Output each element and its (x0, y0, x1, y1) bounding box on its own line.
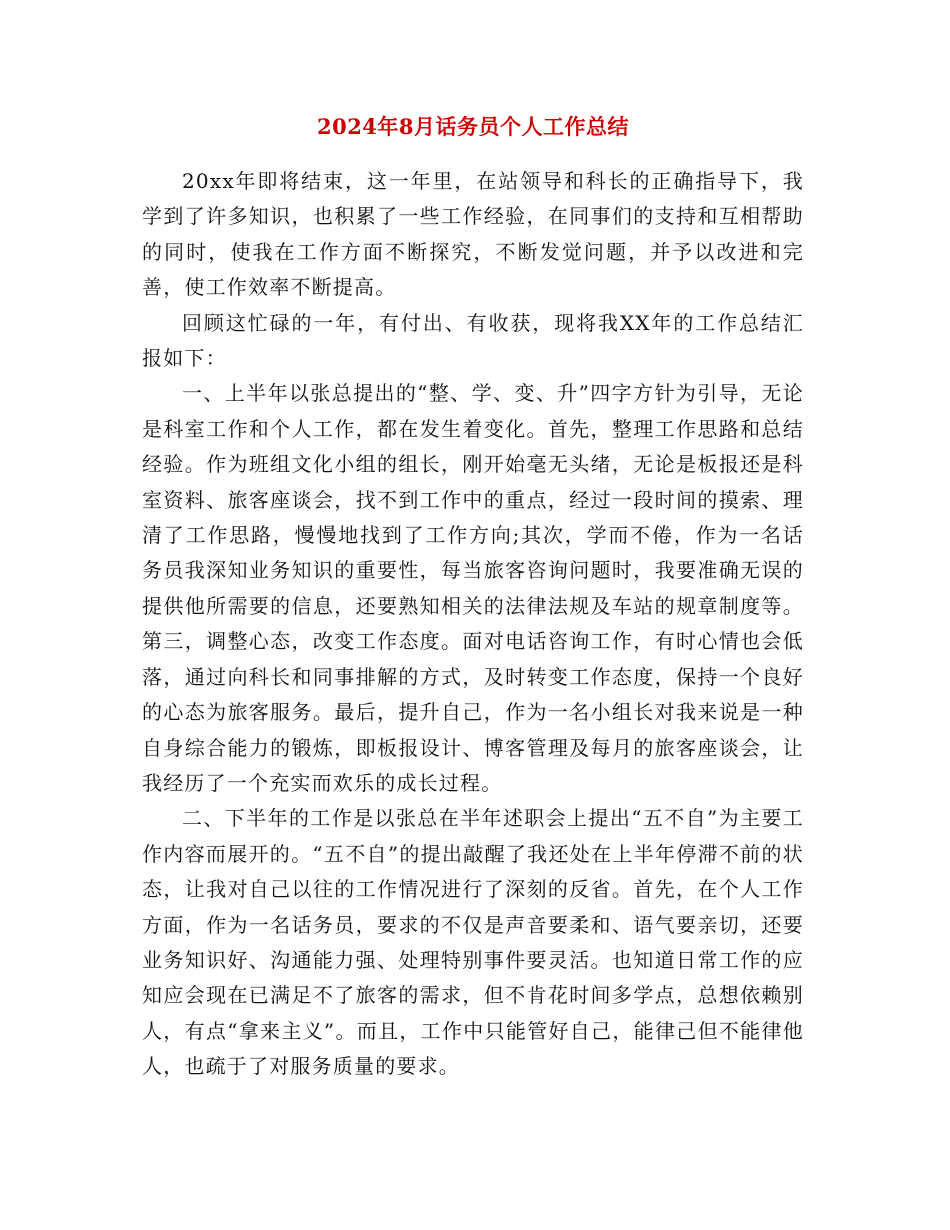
document-title: 2024年8月话务员个人工作总结 (316, 114, 630, 139)
paragraph-review: 回顾这忙碌的一年，有付出、有收获，现将我XX年的工作总结汇报如下： (142, 310, 804, 371)
paragraph-first-half: 一、上半年以张总提出的“整、学、变、升”四字方针为引导，无论是科室工作和个人工作，都在发生着变化。首先，整理工作思路和总结经验。作为班组文化小组的组长，刚开始毫无头绪，无论是板报还是科室资料、旅客座谈会，找不到工作中的重点，经过一段时间的摸索、理清了工作思路，慢慢地找到了工作方向;其次，学而不倦，作为一名话务员我深知业务知识的重要性，每当旅客咨询问题时，我要准确无误的提供他所需要的信息，还要熟知相关的法律法规及车站的规章制度等。第三，调整心态，改变工作态度。面对电话咨询工作，有时心情也会低落，通过向科长和同事排解的方式，及时转变工作态度，保持一个良好的心态为旅客服务。最后，提升自己，作为一名小组长对我来说是一种自身综合能力的锻炼，即板报设计、博客管理及每月的旅客座谈会，让我经历了一个充实而欢乐的成长过程。 (142, 381, 804, 795)
document-page (142, 112, 804, 1085)
paragraph-second-half: 二、下半年的工作是以张总在半年述职会上提出“五不自”为主要工作内容而展开的。“五不自”的提出敲醒了我还处在上半年停滞不前的状态，让我对自己以往的工作情况进行了深刻的反省。首先，在个人工作方面，作为一名话务员，要求的不仅是声音要柔和、语气要亲切，还要业务知识好、沟通能力强、处理特别事件要灵活。也知道日常工作的应知应会现在已满足不了旅客的需求，但不肯花时间多学点，总想依赖别人，有点“拿来主义”。而且，工作中只能管好自己，能律己但不能律他人，也疏于了对服务质量的要求。 (142, 806, 804, 1079)
paragraph-intro: 20xx年即将结束，这一年里，在站领导和科长的正确指导下，我学到了许多知识，也积累了一些工作经验，在同事们的支持和互相帮助的同时，使我在工作方面不断探究，不断发觉问题，并予以改进和完善，使工作效率不断提高。 (142, 169, 804, 300)
